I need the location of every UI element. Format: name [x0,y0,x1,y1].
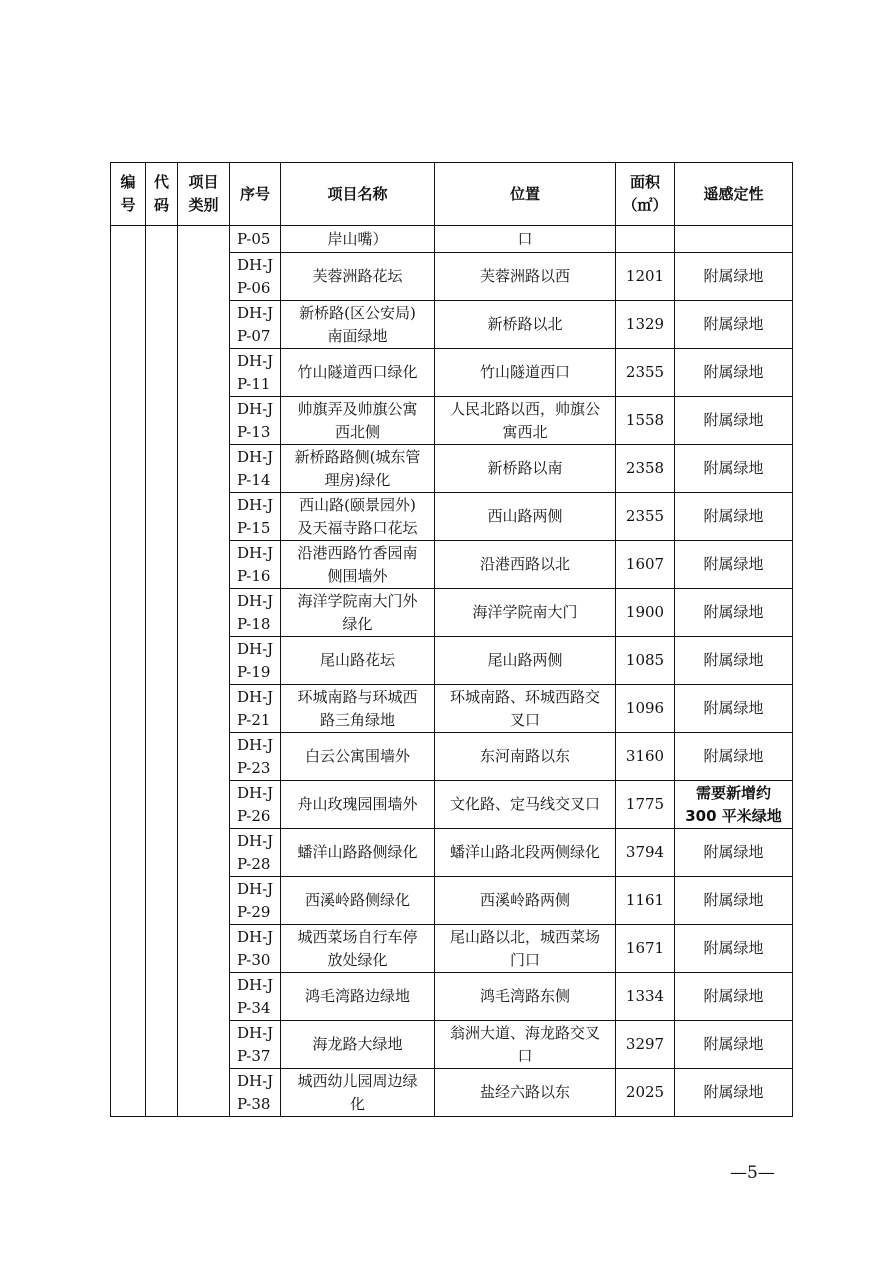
seq-cell: DH-J P-23 [230,733,281,781]
name-cell: 帅旗弄及帅旗公寓 西北侧 [281,397,435,445]
area-cell: 1329 [616,301,675,349]
location-cell: 芙蓉洲路以西 [435,253,616,301]
nature-cell: 附属绿地 [675,349,793,397]
seq-cell: DH-J P-26 [230,781,281,829]
seq-cell: DH-J P-16 [230,541,281,589]
nature-cell: 附属绿地 [675,1069,793,1117]
location-cell: 尾山路两侧 [435,637,616,685]
header-location: 位置 [435,163,616,226]
number-cell [111,226,146,1117]
nature-cell: 附属绿地 [675,253,793,301]
header-code: 代 码 [146,163,178,226]
name-cell: 岸山嘴） [281,226,435,253]
location-cell: 西山路两侧 [435,493,616,541]
seq-cell: DH-J P-19 [230,637,281,685]
code-cell [146,226,178,1117]
seq-cell: DH-J P-15 [230,493,281,541]
location-cell: 盐经六路以东 [435,1069,616,1117]
location-cell: 文化路、定马线交叉口 [435,781,616,829]
seq-cell: DH-J P-11 [230,349,281,397]
area-cell: 1775 [616,781,675,829]
area-cell: 2355 [616,349,675,397]
seq-cell: DH-J P-28 [230,829,281,877]
name-cell: 沿港西路竹香园南 侧围墙外 [281,541,435,589]
location-cell: 蟠洋山路北段两侧绿化 [435,829,616,877]
nature-cell: 附属绿地 [675,541,793,589]
area-cell: 1900 [616,589,675,637]
nature-cell: 附属绿地 [675,301,793,349]
area-cell [616,226,675,253]
page-number: —5— [730,1163,775,1183]
nature-cell: 附属绿地 [675,589,793,637]
area-cell: 2358 [616,445,675,493]
location-cell: 尾山路以北，城西菜场 门口 [435,925,616,973]
header-seq: 序号 [230,163,281,226]
seq-cell: DH-J P-34 [230,973,281,1021]
location-cell: 鸿毛湾路东侧 [435,973,616,1021]
location-cell: 沿港西路以北 [435,541,616,589]
header-area: 面积 （㎡） [616,163,675,226]
seq-cell: DH-J P-37 [230,1021,281,1069]
name-cell: 海龙路大绿地 [281,1021,435,1069]
nature-cell [675,226,793,253]
location-cell: 翁洲大道、海龙路交叉 口 [435,1021,616,1069]
seq-cell: DH-J P-21 [230,685,281,733]
seq-cell: DH-J P-30 [230,925,281,973]
location-cell: 环城南路、环城西路交 叉口 [435,685,616,733]
name-cell: 西山路(颐景园外) 及天福寺路口花坛 [281,493,435,541]
location-cell: 海洋学院南大门 [435,589,616,637]
nature-cell: 附属绿地 [675,493,793,541]
nature-cell: 附属绿地 [675,397,793,445]
area-cell: 1085 [616,637,675,685]
header-name: 项目名称 [281,163,435,226]
seq-cell: DH-J P-14 [230,445,281,493]
nature-cell: 附属绿地 [675,733,793,781]
seq-cell: DH-J P-29 [230,877,281,925]
area-cell: 1201 [616,253,675,301]
name-cell: 鸿毛湾路边绿地 [281,973,435,1021]
seq-cell: DH-J P-18 [230,589,281,637]
location-cell: 新桥路以南 [435,445,616,493]
name-cell: 城西幼儿园周边绿 化 [281,1069,435,1117]
name-cell: 新桥路(区公安局) 南面绿地 [281,301,435,349]
nature-cell: 附属绿地 [675,1021,793,1069]
nature-cell: 附属绿地 [675,973,793,1021]
name-cell: 环城南路与环城西 路三角绿地 [281,685,435,733]
name-cell: 城西菜场自行车停 放处绿化 [281,925,435,973]
name-cell: 竹山隧道西口绿化 [281,349,435,397]
name-cell: 新桥路路侧(城东管 理房)绿化 [281,445,435,493]
area-cell: 1161 [616,877,675,925]
nature-cell: 附属绿地 [675,445,793,493]
location-cell: 西溪岭路两侧 [435,877,616,925]
table-header-row [111,163,793,226]
nature-cell: 附属绿地 [675,829,793,877]
location-cell: 口 [435,226,616,253]
name-cell: 海洋学院南大门外 绿化 [281,589,435,637]
location-cell: 东河南路以东 [435,733,616,781]
header-number: 编 号 [111,163,146,226]
header-nature: 遥感定性 [675,163,793,226]
area-cell: 1558 [616,397,675,445]
seq-cell: DH-J P-07 [230,301,281,349]
header-category: 项目 类别 [178,163,230,226]
name-cell: 西溪岭路侧绿化 [281,877,435,925]
seq-cell: DH-J P-13 [230,397,281,445]
name-cell: 蟠洋山路路侧绿化 [281,829,435,877]
area-cell: 3794 [616,829,675,877]
nature-cell: 附属绿地 [675,685,793,733]
nature-cell: 附属绿地 [675,877,793,925]
area-cell: 1671 [616,925,675,973]
category-cell [178,226,230,1117]
area-cell: 2355 [616,493,675,541]
name-cell: 白云公寓围墙外 [281,733,435,781]
green-space-table [110,162,793,1117]
area-cell: 1334 [616,973,675,1021]
nature-cell: 需要新增约 300 平米绿地 [675,781,793,829]
seq-cell: DH-J P-38 [230,1069,281,1117]
area-cell: 3160 [616,733,675,781]
name-cell: 尾山路花坛 [281,637,435,685]
nature-cell: 附属绿地 [675,637,793,685]
name-cell: 芙蓉洲路花坛 [281,253,435,301]
name-cell: 舟山玫瑰园围墙外 [281,781,435,829]
table-row [111,226,793,253]
area-cell: 2025 [616,1069,675,1117]
seq-cell: DH-J P-06 [230,253,281,301]
location-cell: 新桥路以北 [435,301,616,349]
seq-cell: P-05 [230,226,281,253]
area-cell: 3297 [616,1021,675,1069]
area-cell: 1096 [616,685,675,733]
location-cell: 人民北路以西，帅旗公 寓西北 [435,397,616,445]
area-cell: 1607 [616,541,675,589]
location-cell: 竹山隧道西口 [435,349,616,397]
nature-cell: 附属绿地 [675,925,793,973]
